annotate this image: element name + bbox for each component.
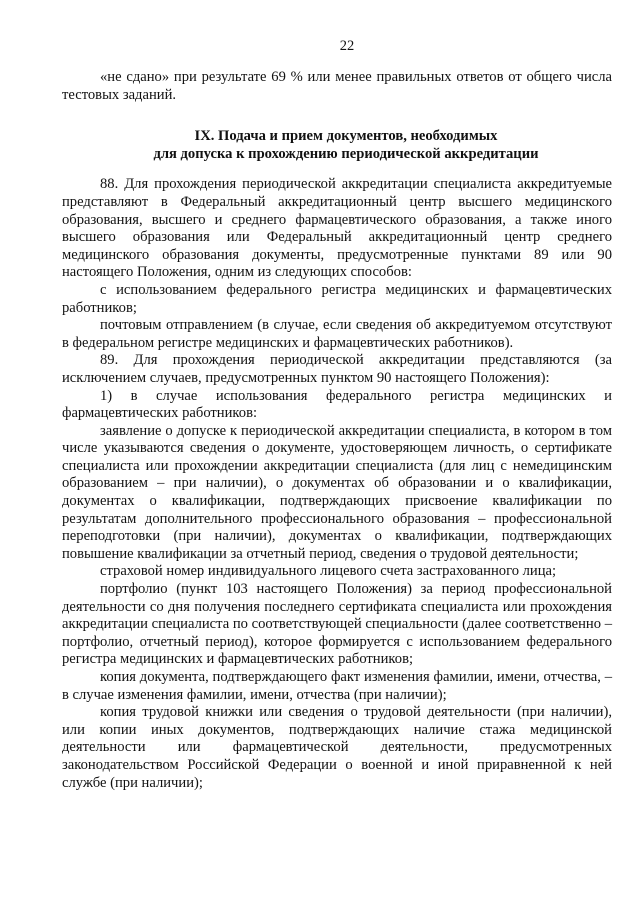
paragraph-name-change: копия документа, подтверждающего факт изменения фамилии, имени, отчества, – в случае изменения фамилии, имени, отчества (при наличии); [62, 669, 612, 703]
paragraph-88-method-mail: почтовым отправлением (в случае, если сведения об аккредитуемом отсутствуют в федеральном регистре медицинских и фармацевтических работников). [62, 317, 612, 351]
paragraph-89: 89. Для прохождения периодической аккредитации представляются (за исключением случаев, предусмотренных пунктом 90 настоящего Положения): [62, 352, 612, 386]
section-heading [62, 128, 612, 163]
paragraph-portfolio: портфолио (пункт 103 настоящего Положения) за период профессиональной деятельности со дня получения последнего сертификата специалиста или прохождения аккредитации специалиста по соответствующей специальности (далее соответственно – портфолио, отчетный период), которое формируется с использованием федерального регистра медицинских и фармацевтических работников; [62, 581, 612, 668]
paragraph-work-record: копия трудовой книжки или сведения о трудовой деятельности (при наличии), или копии иных документов, подтверждающих наличие стажа медицинской деятельности или фармацевтической деятельности, предусмотренных законодательством Российской Федерации о военной и иной приравненной к ней службе (при наличии); [62, 704, 612, 791]
paragraph-89-item-1: 1) в случае использования федерального регистра медицинских и фармацевтических работников: [62, 387, 612, 422]
section-heading-line-2: для допуска к прохождению периодической аккредитации [153, 145, 539, 162]
paragraph-application: заявление о допуске к периодической аккредитации специалиста, в котором в том числе указываются сведения о документе, удостоверяющем личность, о сертификате специалиста или прохождении аккредитации специалиста (для лиц с немедицинским образованием – при наличии), о документах об образовании и о квалификации, документах о квалификации, подтверждающих присвоение квалификации по результатам дополнительного профессионального образования – профессиональной переподготовки (при наличии), документах о квалификации, подтверждающих повышение квалификации за отчетный период, сведения о трудовой деятельности; [62, 422, 612, 562]
paragraph-88: 88. Для прохождения периодической аккредитации специалиста аккредитуемые представляют в Федеральный аккредитационный центр высшего медицинского образования, высшего и среднего фармацевтического образования, а также иного высшего образования или Федеральный аккредитационный центр среднего медицинского образования документы, предусмотренные пунктами 89 или 90 настоящего Положения, одним из следующих способов: [62, 176, 612, 281]
section-body [62, 176, 612, 792]
intro-paragraph: «не сдано» при результате 69 % или менее правильных ответов от общего числа тестовых заданий. [62, 69, 612, 103]
paragraph-88-method-registry: с использованием федерального регистра медицинских и фармацевтических работников; [62, 281, 612, 316]
paragraph-insurance-number: страховой номер индивидуального лицевого счета застрахованного лица; [100, 563, 557, 580]
section-heading-line-1: IX. Подача и прием документов, необходимых [194, 128, 498, 145]
page-number: 22 [339, 38, 355, 54]
